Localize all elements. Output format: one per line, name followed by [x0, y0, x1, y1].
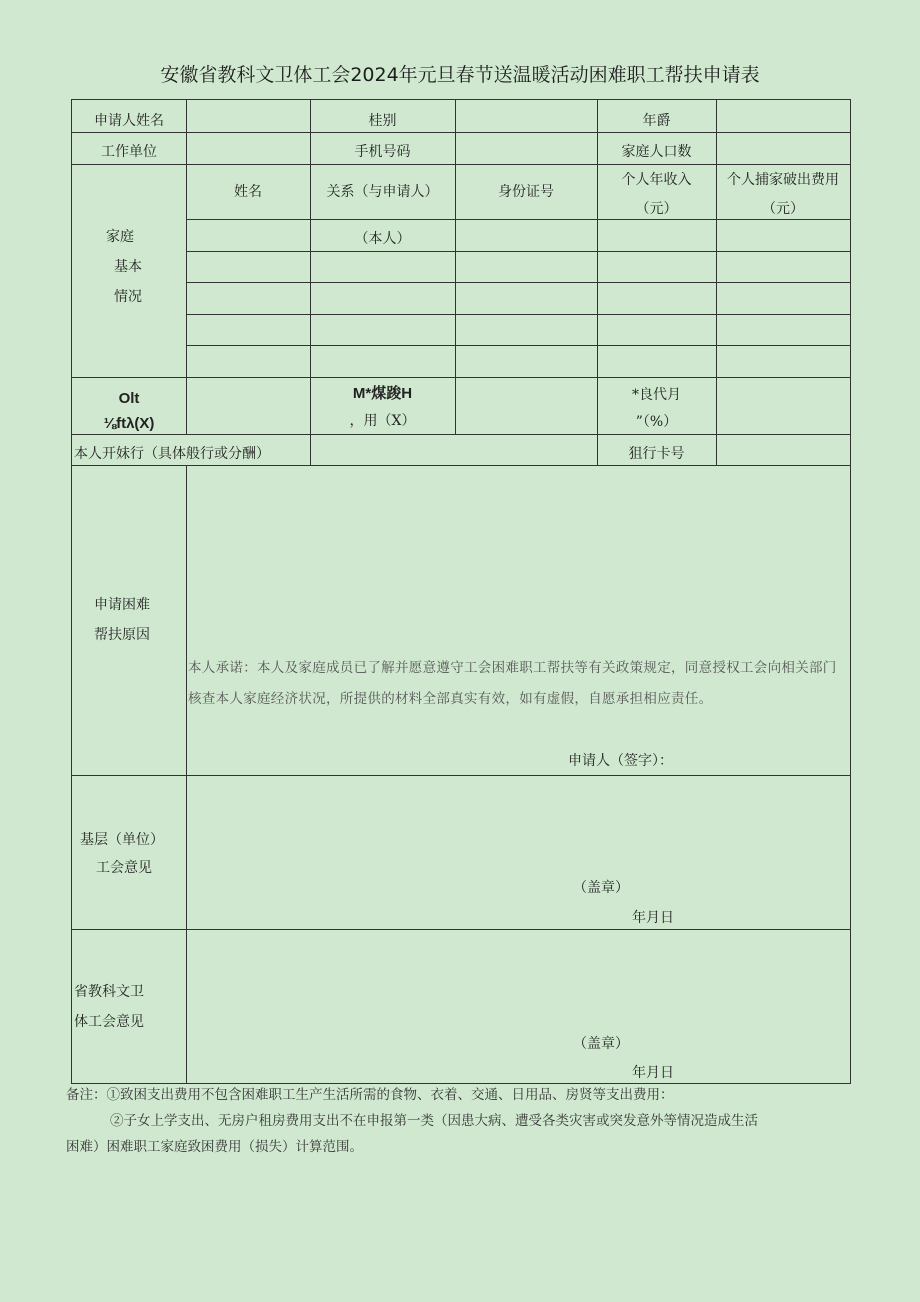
- garbled-label-right: *良代月: [632, 387, 681, 403]
- family-section-label: 家庭: [106, 229, 134, 245]
- family-section-label: 基本: [114, 259, 142, 275]
- form-title: 安徽省教科文卫体工会2024年元旦春节送温暖活动困难职工帮扶申请表: [160, 64, 760, 86]
- work-unit-label: 工作单位: [101, 144, 157, 160]
- col-header-income: 个人年收入: [621, 172, 692, 188]
- gender-label: 桂别: [368, 113, 397, 129]
- household-size-label: 家庭人口数: [621, 144, 692, 160]
- garbled-label-left: ⅛ftλ(X): [103, 415, 155, 432]
- application-form-table: [71, 99, 851, 1084]
- signature-label: 申请人（签字）：: [568, 753, 673, 769]
- bank-label: 本人开妹行（具体般行或分酬）: [74, 446, 270, 462]
- note-line: 困难）困难职工家庭致困费用（损失）计算范围。: [66, 1139, 363, 1155]
- col-divider: [186, 100, 187, 434]
- self-marker: （本人）: [354, 231, 411, 247]
- row-divider: [72, 377, 850, 378]
- garbled-label-left: Olt: [118, 390, 140, 407]
- row-divider: [186, 345, 850, 346]
- row-divider: [186, 314, 850, 315]
- col-divider: [186, 465, 187, 1083]
- province-opinion-label: 体工会意见: [74, 1014, 144, 1030]
- note-line: ②子女上学支出、无房户租房费用支出不在申报第一类（因患大病、遭受各类灾害或突发意外等情况造成生活: [110, 1113, 758, 1129]
- family-section-label: 情况: [114, 289, 142, 305]
- applicant-name-label: 申请人姓名: [94, 113, 164, 129]
- phone-label: 手机号码: [354, 144, 411, 160]
- date-label: 年月日: [632, 1065, 674, 1081]
- note-line: 备注：①致困支出费用不包含困难职工生产生活所需的食物、衣着、交通、日用品、房贤等支出费用：: [66, 1087, 674, 1103]
- age-label: 年爵: [642, 113, 671, 129]
- row-divider: [186, 251, 850, 252]
- pledge-text: 本人承诺：本人及家庭成员已了解并愿意遵守工会困难职工帮扶等有关政策规定，同意授权工会向相关部门核查本人家庭经济状况，所提供的材料全部真实有效，如有虚假，自愿承担相应责任。: [188, 660, 837, 707]
- reason-label: 帮扶原因: [94, 627, 150, 643]
- garbled-label-mid: M*煤踆H: [352, 385, 413, 402]
- row-divider: [72, 434, 850, 435]
- grassroots-opinion-label: 工会意见: [96, 860, 152, 876]
- grassroots-opinion-label: 基层（单位）: [80, 832, 164, 848]
- date-label: 年月日: [632, 910, 674, 926]
- row-divider: [72, 164, 850, 165]
- garbled-label-right: ”（%）: [635, 414, 678, 430]
- row-divider: [72, 465, 850, 466]
- col-header-expense-unit: （元）: [762, 201, 804, 217]
- province-opinion-label: 省教科文卫: [74, 984, 144, 1000]
- col-header-id: 身份证号: [498, 184, 554, 200]
- col-divider: [716, 100, 717, 465]
- row-divider: [72, 775, 850, 776]
- col-divider: [455, 100, 456, 434]
- card-number-label: 狙行卡号: [628, 446, 685, 462]
- row-divider: [72, 132, 850, 133]
- reason-label: 申请困难: [94, 597, 150, 613]
- col-header-expense: 个人捕家破出费用: [727, 172, 839, 188]
- row-divider: [186, 219, 850, 220]
- col-header-income-unit: （元）: [635, 201, 678, 217]
- seal-label: （盖章）: [573, 880, 629, 896]
- row-divider: [72, 929, 850, 930]
- col-header-name: 姓名: [234, 184, 262, 200]
- seal-label: （盖章）: [573, 1036, 629, 1052]
- garbled-label-mid: ，用（X）: [349, 413, 416, 429]
- row-divider: [186, 282, 850, 283]
- col-header-relation: 关系（与申请人）: [326, 184, 439, 200]
